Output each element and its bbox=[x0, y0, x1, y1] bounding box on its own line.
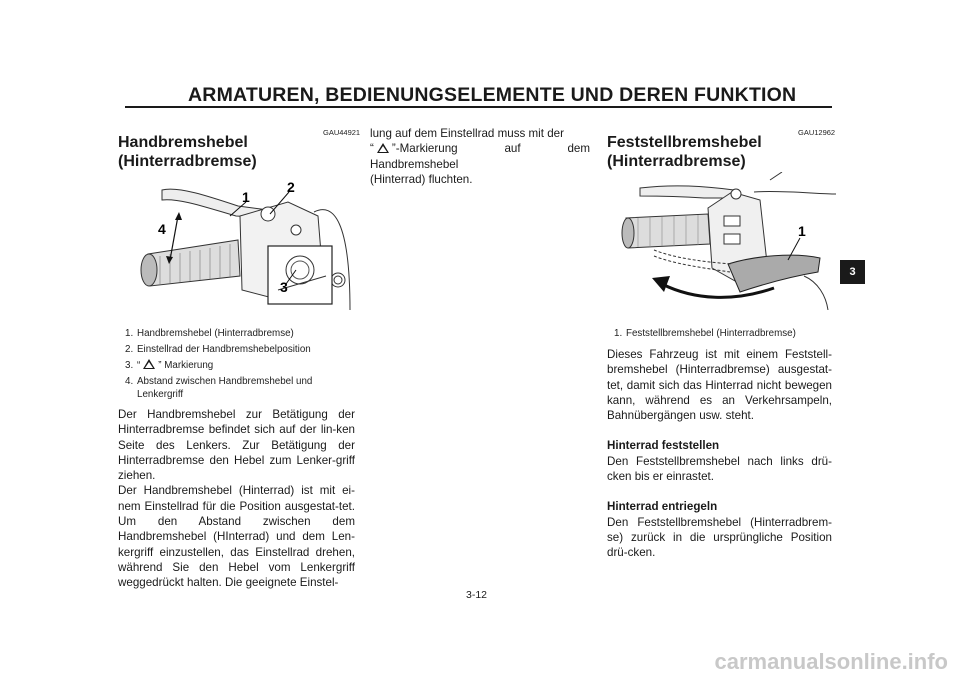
caption-item-number: 1. bbox=[125, 328, 134, 339]
caption-item-number: 1. bbox=[614, 328, 623, 339]
section-code-left: GAU44921 bbox=[323, 128, 361, 137]
page-number: 3-12 bbox=[466, 589, 488, 601]
triangle-mark-icon bbox=[143, 359, 155, 369]
body-paragraph: Den Feststellbremshebel (Hinterradbrem-se) zurück in die ursprüngliche Position drü-cken. bbox=[607, 515, 832, 560]
caption-item-text: “ bbox=[137, 360, 141, 371]
body-line: lung auf dem Einstellrad muss mit der bbox=[370, 127, 564, 140]
body-line bbox=[370, 141, 590, 172]
triangle-mark-icon bbox=[377, 143, 389, 153]
body-text-left bbox=[118, 407, 355, 591]
body-text-middle bbox=[370, 126, 590, 187]
watermark-text: carmanualsonline.info bbox=[714, 649, 948, 674]
caption-item bbox=[125, 327, 355, 340]
header-rule bbox=[125, 106, 832, 108]
caption-item-text-end: ” Markierung bbox=[158, 360, 214, 371]
caption-item-number: 3. bbox=[125, 360, 134, 371]
section-title-left-line2: (Hinterradbremse) bbox=[118, 152, 257, 170]
subheading-lock: Hinterrad feststellen bbox=[607, 439, 720, 453]
body-line-text: ”-Markierung auf dem Handbremshebel bbox=[370, 142, 590, 171]
figure-label-4: 4 bbox=[158, 221, 166, 237]
chapter-tab: 3 bbox=[840, 260, 865, 284]
figure-label-1: 1 bbox=[798, 223, 806, 239]
section-title-left bbox=[118, 134, 257, 171]
body-paragraph: Dieses Fahrzeug ist mit einem Feststell-bremshebel (Hinterradbremse) ausgestat-tet, damit sich das Hinterrad nicht bewegen kann, während es an Verkehrsampeln, Bahnübergängen usw. steht. bbox=[607, 348, 832, 423]
caption-item-number: 4. bbox=[125, 376, 134, 387]
body-paragraph: Der Handbremshebel zur Betätigung der Hinterradbremse befindet sich auf der lin-ken Seite des Lenkers. Zur Betätigung der Hinterradbremse den Hebel zum Lenker-griff ziehen. bbox=[118, 408, 355, 483]
body-line: (Hinterrad) fluchten. bbox=[370, 172, 473, 186]
subheading-release: Hinterrad entriegeln bbox=[607, 500, 718, 514]
caption-item bbox=[125, 359, 355, 372]
body-paragraph: Den Feststellbremshebel nach links drü-cken bis er einrastet. bbox=[607, 454, 832, 484]
caption-item bbox=[614, 327, 834, 340]
figure-caption-right bbox=[614, 327, 834, 343]
body-paragraph: Der Handbremshebel (Hinterrad) ist mit ei-nem Einstellrad für die Position ausgestat-tet. Um den Abstand zwischen dem Handbremshebel (HInterrad) und dem Len-kergriff einzustellen, das Einstellrad drehen, während Sie den Hebel vom Lenkergriff weggedrückt halten. Die geeignete Einstel- bbox=[118, 484, 355, 590]
parking-brake-figure bbox=[604, 172, 836, 310]
brake-lever-figure bbox=[118, 172, 354, 310]
caption-item-text: Handbremshebel (Hinterradbremse) bbox=[137, 328, 294, 339]
section-title-right-line2: (Hinterradbremse) bbox=[607, 152, 746, 170]
page-header-title: ARMATUREN, BEDIENUNGSELEMENTE UND DEREN FUNKTION bbox=[188, 84, 797, 106]
body-text-right bbox=[607, 347, 832, 561]
caption-item-text: Feststellbremshebel (Hinterradbremse) bbox=[626, 328, 796, 339]
caption-item-text: Einstellrad der Handbremshebelposition bbox=[137, 344, 311, 355]
section-title-right-line1: Feststellbremshebel bbox=[607, 134, 762, 151]
quote-open: “ bbox=[370, 142, 374, 156]
caption-item-number: 2. bbox=[125, 344, 134, 355]
figure-caption-list-left bbox=[125, 327, 355, 404]
figure-label-3: 3 bbox=[280, 279, 288, 295]
figure-label-1: 1 bbox=[242, 189, 250, 205]
section-code-right: GAU12962 bbox=[798, 128, 836, 137]
caption-item bbox=[125, 375, 355, 401]
section-title-left-line1: Handbremshebel bbox=[118, 134, 248, 151]
handlebar-grip bbox=[626, 214, 710, 248]
section-title-right bbox=[607, 134, 762, 171]
figure-label-2: 2 bbox=[287, 179, 295, 195]
caption-item bbox=[125, 343, 355, 356]
caption-item-text: Abstand zwischen Handbremshebel und Lenkergriff bbox=[137, 376, 313, 400]
